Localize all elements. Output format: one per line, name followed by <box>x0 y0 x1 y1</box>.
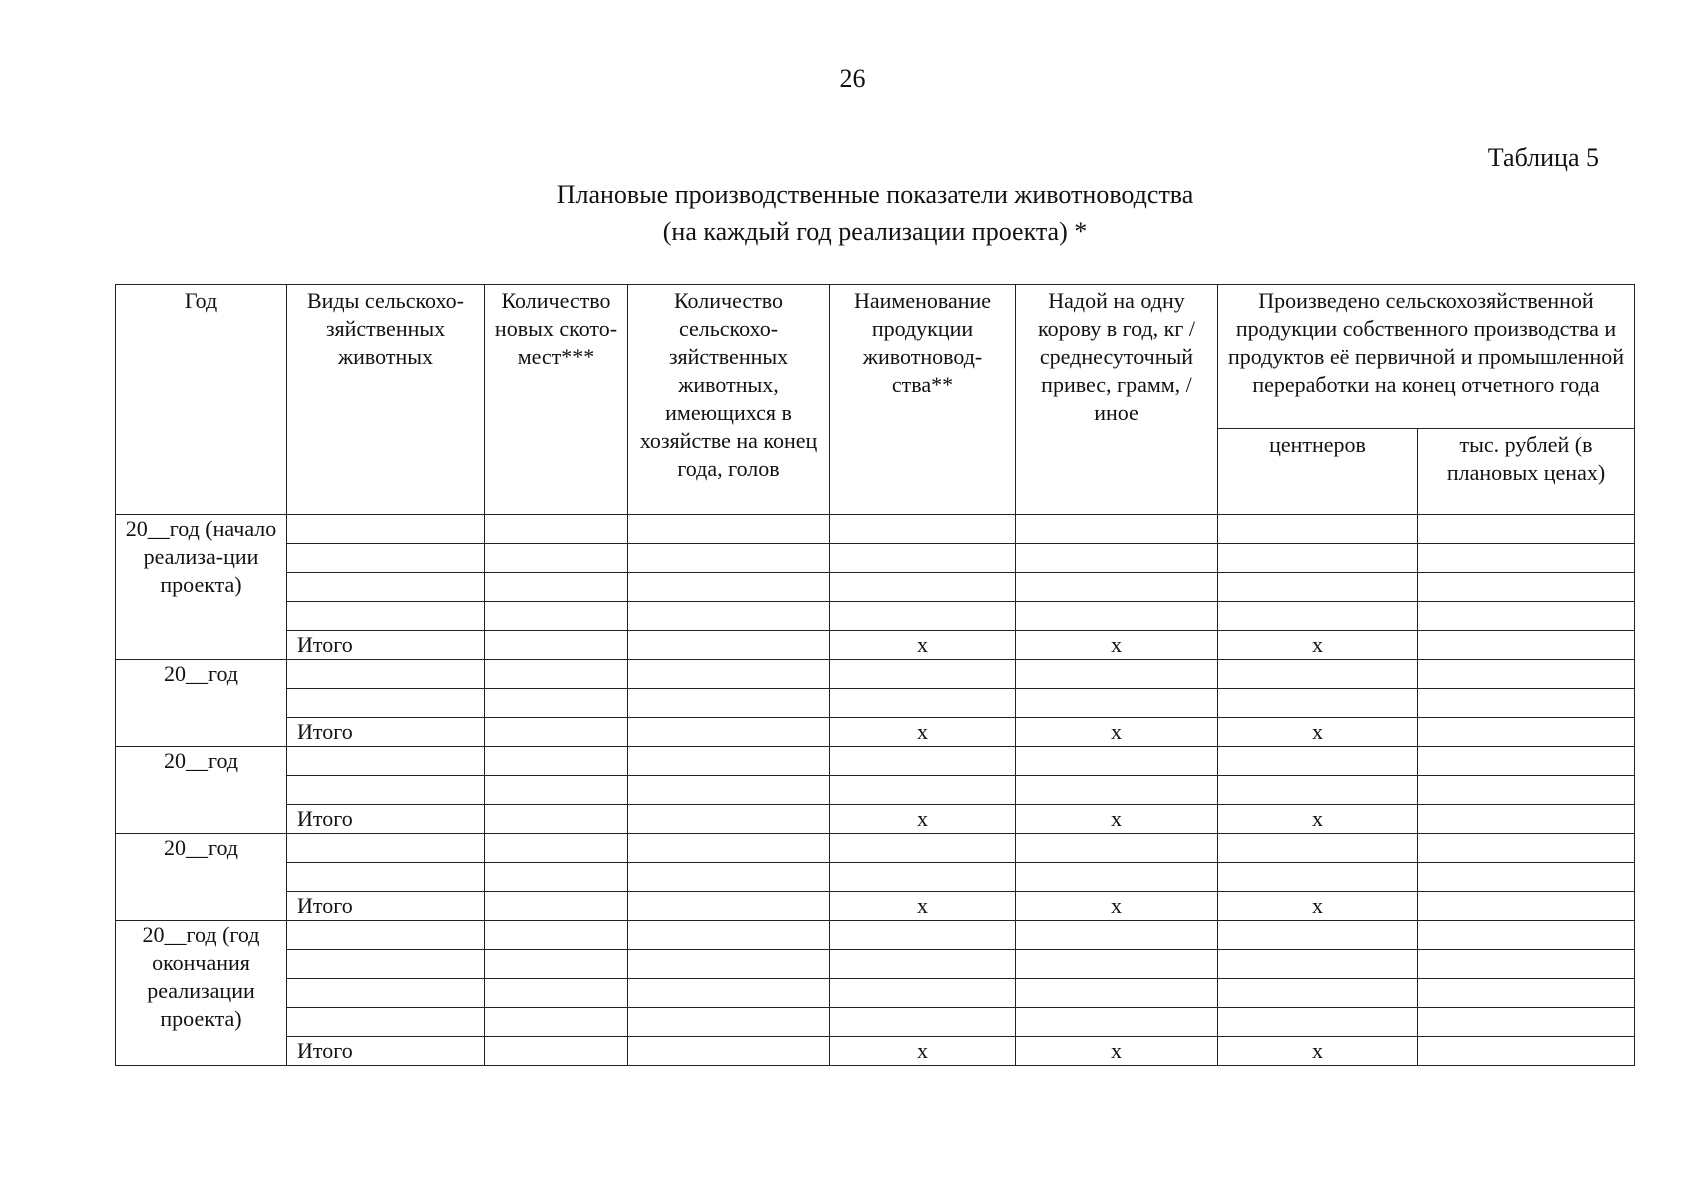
table-cell <box>485 747 628 776</box>
table-cell <box>485 1008 628 1037</box>
year-cell: 20__год <box>116 834 287 921</box>
x-mark: x <box>1016 718 1218 747</box>
year-cell: 20__год <box>116 660 287 747</box>
table-cell <box>1218 689 1418 718</box>
table-cell <box>628 602 830 631</box>
table-cell <box>485 660 628 689</box>
page-number: 26 <box>839 64 866 93</box>
table-row <box>116 602 1635 631</box>
table-cell <box>830 689 1016 718</box>
table-cell <box>830 747 1016 776</box>
table-cell <box>1218 921 1418 950</box>
table-cell <box>1418 979 1635 1008</box>
table-cell <box>628 573 830 602</box>
table-cell <box>1016 776 1218 805</box>
table-cell <box>1218 660 1418 689</box>
document-title <box>350 176 1400 250</box>
x-mark: x <box>1218 1037 1418 1066</box>
table-cell <box>287 834 485 863</box>
x-mark: x <box>830 631 1016 660</box>
table-row <box>116 689 1635 718</box>
table-cell <box>628 689 830 718</box>
table-cell <box>1418 892 1635 921</box>
header-centners: центнеров <box>1218 429 1418 515</box>
table-cell <box>1016 544 1218 573</box>
table-cell <box>287 921 485 950</box>
header-new-places: Количество новых ското-мест*** <box>485 285 628 515</box>
table-cell <box>628 979 830 1008</box>
x-mark: x <box>830 892 1016 921</box>
table-cell <box>628 776 830 805</box>
table-cell <box>830 776 1016 805</box>
table-cell <box>628 805 830 834</box>
table-cell <box>628 515 830 544</box>
table-cell <box>1016 1008 1218 1037</box>
table-cell <box>485 979 628 1008</box>
table-cell <box>1418 776 1635 805</box>
table-cell <box>1016 515 1218 544</box>
table-cell <box>1218 544 1418 573</box>
table-cell <box>1218 515 1418 544</box>
table-label: Таблица 5 <box>1487 143 1599 172</box>
table-cell <box>1218 950 1418 979</box>
table-cell <box>1418 950 1635 979</box>
table-cell <box>628 718 830 747</box>
table-cell <box>1218 776 1418 805</box>
table-cell <box>830 863 1016 892</box>
table-cell <box>628 747 830 776</box>
year-cell: 20__год <box>116 747 287 834</box>
table-cell <box>1016 950 1218 979</box>
header-animal-count: Количество сельскохо-зяйственных животных, имеющихся в хозяйстве на конец года, голов <box>628 285 830 515</box>
table-cell <box>830 602 1016 631</box>
table-cell <box>485 805 628 834</box>
table-cell <box>830 834 1016 863</box>
table-cell <box>628 631 830 660</box>
table-cell <box>1418 747 1635 776</box>
total-row <box>116 805 1635 834</box>
header-rubles: тыс. рублей (в плановых ценах) <box>1418 429 1635 515</box>
table-row <box>116 950 1635 979</box>
table-cell <box>287 863 485 892</box>
table-cell <box>1418 689 1635 718</box>
total-label: Итого <box>287 631 485 660</box>
x-mark: x <box>1016 631 1218 660</box>
table-cell <box>830 573 1016 602</box>
table-cell <box>830 979 1016 1008</box>
table-cell <box>485 573 628 602</box>
table-row <box>116 979 1635 1008</box>
table-cell <box>1418 544 1635 573</box>
table-cell <box>830 660 1016 689</box>
table-cell <box>628 863 830 892</box>
table-cell <box>830 1008 1016 1037</box>
table-cell <box>830 921 1016 950</box>
total-label: Итого <box>287 718 485 747</box>
table-cell <box>1418 573 1635 602</box>
table-cell <box>1418 1037 1635 1066</box>
table-row <box>116 834 1635 863</box>
table-cell <box>485 515 628 544</box>
table-row <box>116 863 1635 892</box>
total-label: Итого <box>287 1037 485 1066</box>
table-cell <box>628 1037 830 1066</box>
header-produced-group: Произведено сельскохозяйственной продукции собственного производства и продуктов её первичной и промышленной переработки на конец отчетного года <box>1218 285 1635 429</box>
table-cell <box>628 544 830 573</box>
year-cell: 20__год (начало реализа-ции проекта) <box>116 515 287 660</box>
x-mark: x <box>1016 805 1218 834</box>
table-cell <box>1418 921 1635 950</box>
table-row <box>116 921 1635 950</box>
table-cell <box>485 950 628 979</box>
x-mark: x <box>830 718 1016 747</box>
title-line-1: Плановые производственные показатели животноводства <box>556 180 1194 209</box>
table-row <box>116 573 1635 602</box>
table-row <box>116 747 1635 776</box>
table-cell <box>1016 863 1218 892</box>
table-cell <box>628 892 830 921</box>
x-mark: x <box>1016 892 1218 921</box>
table-cell <box>1418 602 1635 631</box>
table-cell <box>628 921 830 950</box>
table-cell <box>287 1008 485 1037</box>
table-cell <box>1218 834 1418 863</box>
table-cell <box>287 602 485 631</box>
table-cell <box>287 660 485 689</box>
table-cell <box>485 631 628 660</box>
table-cell <box>287 979 485 1008</box>
table-cell <box>1418 631 1635 660</box>
table-cell <box>1218 602 1418 631</box>
header-animal-types: Виды сельскохо-зяйственных животных <box>287 285 485 515</box>
table-cell <box>1218 863 1418 892</box>
table-cell <box>287 544 485 573</box>
table-cell <box>287 573 485 602</box>
header-year: Год <box>116 285 287 515</box>
table-cell <box>1418 834 1635 863</box>
table-cell <box>1016 660 1218 689</box>
table-cell <box>1016 979 1218 1008</box>
table-cell <box>485 776 628 805</box>
table-cell <box>1016 689 1218 718</box>
table-cell <box>1418 718 1635 747</box>
x-mark: x <box>830 1037 1016 1066</box>
table-cell <box>1418 1008 1635 1037</box>
table-cell <box>1418 515 1635 544</box>
table-cell <box>1016 602 1218 631</box>
table-cell <box>1418 863 1635 892</box>
total-row <box>116 892 1635 921</box>
table-cell <box>830 544 1016 573</box>
table-cell <box>485 544 628 573</box>
total-label: Итого <box>287 805 485 834</box>
table-cell <box>1016 573 1218 602</box>
table-cell <box>628 660 830 689</box>
table-cell <box>485 1037 628 1066</box>
title-line-2: (на каждый год реализации проекта) * <box>662 217 1088 246</box>
livestock-indicators-table <box>115 284 1635 1066</box>
table-row <box>116 1008 1635 1037</box>
table-cell <box>1016 834 1218 863</box>
header-product-name: Наименование продукции животновод-ства** <box>830 285 1016 515</box>
table-cell <box>1016 921 1218 950</box>
x-mark: x <box>1218 892 1418 921</box>
header-yield: Надой на одну корову в год, кг / среднесуточный привес, грамм, / иное <box>1016 285 1218 515</box>
table-cell <box>485 602 628 631</box>
table-row <box>116 515 1635 544</box>
table-cell <box>485 863 628 892</box>
table-cell <box>1016 747 1218 776</box>
table-cell <box>287 515 485 544</box>
table-cell <box>287 747 485 776</box>
total-label: Итого <box>287 892 485 921</box>
x-mark: x <box>830 805 1016 834</box>
table-cell <box>1218 747 1418 776</box>
table-cell <box>1218 979 1418 1008</box>
table-cell <box>485 834 628 863</box>
table-cell <box>1418 805 1635 834</box>
table-row <box>116 660 1635 689</box>
table-cell <box>287 950 485 979</box>
table-cell <box>485 718 628 747</box>
table-cell <box>1218 1008 1418 1037</box>
table-cell <box>485 689 628 718</box>
table-cell <box>1418 660 1635 689</box>
x-mark: x <box>1016 1037 1218 1066</box>
table-cell <box>485 892 628 921</box>
total-row <box>116 1037 1635 1066</box>
table-cell <box>628 834 830 863</box>
x-mark: x <box>1218 805 1418 834</box>
year-cell: 20__год (год окончания реализации проекта) <box>116 921 287 1066</box>
table-cell <box>287 776 485 805</box>
table-row <box>116 776 1635 805</box>
total-row <box>116 631 1635 660</box>
table-cell <box>628 1008 830 1037</box>
table-cell <box>830 515 1016 544</box>
table-cell <box>485 921 628 950</box>
total-row <box>116 718 1635 747</box>
table-cell <box>628 950 830 979</box>
x-mark: x <box>1218 631 1418 660</box>
table-cell <box>1218 573 1418 602</box>
table-row <box>116 544 1635 573</box>
table-cell <box>287 689 485 718</box>
x-mark: x <box>1218 718 1418 747</box>
table-cell <box>830 950 1016 979</box>
